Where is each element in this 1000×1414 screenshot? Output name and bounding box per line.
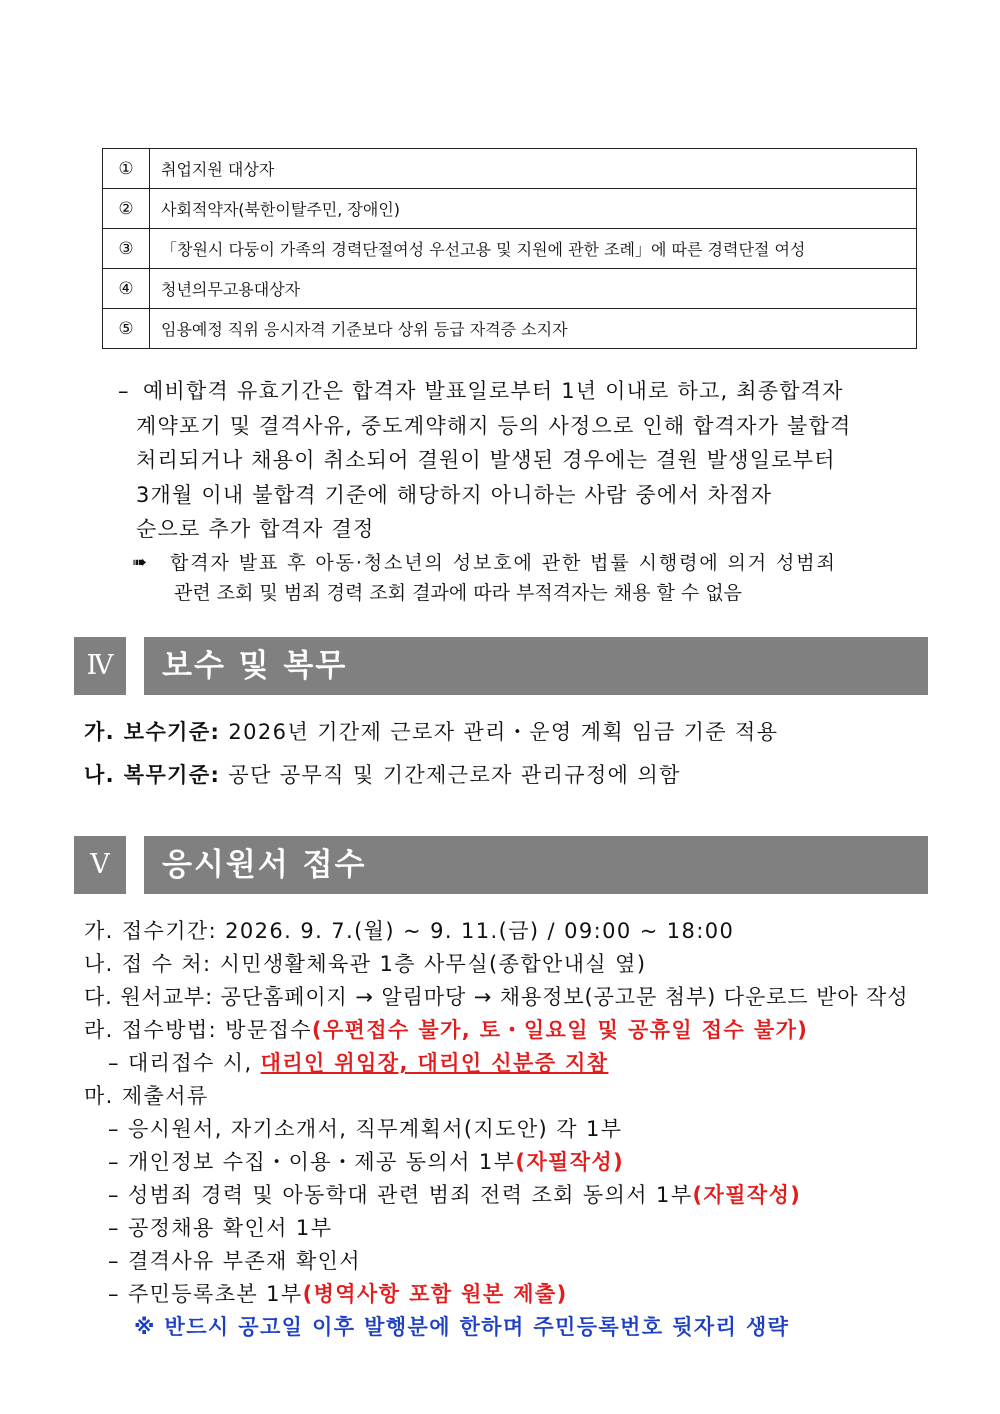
proxy-label: – 대리접수 시, (108, 1051, 261, 1075)
section-number: Ⅳ (74, 637, 126, 695)
application-method (84, 1014, 808, 1044)
item-text: 공단 공무직 및 기간제근로자 관리규정에 의함 (220, 763, 681, 787)
arrow-icon: ➠ (132, 552, 148, 573)
proxy-note: 대리인 위임장, 대리인 신분증 지참 (260, 1051, 609, 1075)
pay-standard (84, 716, 778, 746)
document-item (108, 1113, 622, 1143)
row-number: ④ (103, 269, 150, 309)
service-standard (84, 759, 681, 789)
table-row (103, 149, 917, 189)
row-number: ⑤ (103, 309, 150, 349)
row-text: 사회적약자(북한이탈주민, 장애인) (150, 189, 917, 229)
crime-check-note (132, 548, 932, 608)
row-text: 청년의무고용대상자 (150, 269, 917, 309)
row-text: 취업지원 대상자 (150, 149, 917, 189)
document-text: – 개인정보 수집・이용・제공 동의서 1부 (108, 1150, 516, 1174)
document-item (108, 1146, 624, 1176)
reserve-paragraph (118, 374, 918, 547)
section-number: Ⅴ (74, 836, 126, 894)
item-label: 나. 복무기준: (84, 763, 221, 787)
document-text: – 주민등록초본 1부 (108, 1282, 303, 1306)
document-note: (병역사항 포함 원본 제출) (302, 1282, 568, 1306)
proxy-application (108, 1047, 608, 1077)
document-note: (자필작성) (692, 1183, 802, 1207)
document-text: – 결격사유 부존재 확인서 (108, 1249, 361, 1273)
document-text: – 성범죄 경력 및 아동학대 관련 범죄 전력 조회 동의서 1부 (108, 1183, 693, 1207)
paragraph-line: 처리되거나 채용이 취소되어 결원이 발생된 경우에는 결원 발생일로부터 (136, 448, 836, 472)
dash-bullet: – (118, 379, 130, 403)
table-row (103, 269, 917, 309)
paragraph-line: 순으로 추가 합격자 결정 (136, 517, 375, 541)
row-text: 임용예정 직위 응시자격 기준보다 상위 등급 자격증 소지자 (150, 309, 917, 349)
document-item (108, 1212, 332, 1242)
paragraph-line: 3개월 이내 불합격 기준에 해당하지 아니하는 사람 중에서 차점자 (136, 482, 773, 507)
note-line: 합격자 발표 후 아동·청소년의 성보호에 관한 법률 시행령에 의거 성범죄 (170, 552, 837, 574)
paragraph-line: 예비합격 유효기간은 합격자 발표일로부터 1년 이내로 하고, 최종합격자 (143, 379, 844, 403)
method-label: 라. 접수방법: 방문접수 (84, 1018, 312, 1042)
row-number: ③ (103, 229, 150, 269)
row-text: 「창원시 다둥이 가족의 경력단절여성 우선고용 및 지원에 관한 조례」에 따른 경력단절 여성 (150, 229, 917, 269)
document-text: – 공정채용 확인서 1부 (108, 1216, 333, 1240)
paragraph-line: 계약포기 및 결격사유, 중도계약해지 등의 사정으로 인해 합격자가 불합격 (136, 413, 852, 438)
method-note: (우편접수 불가, 토・일요일 및 공휴일 접수 불가) (311, 1018, 809, 1042)
item-label: 가. 보수기준: (84, 720, 221, 744)
row-number: ① (103, 149, 150, 189)
section-title: 응시원서 접수 (144, 836, 928, 894)
document-item (108, 1179, 801, 1209)
form-distribution: 다. 원서교부: 공단홈페이지 → 알림마당 → 채용정보(공고문 첨부) 다운로드 받아 작성 (84, 985, 909, 1009)
document-item (108, 1278, 568, 1308)
note-line: 관련 조회 및 범죄 경력 조회 결과에 따라 부적격자는 채용 할 수 없음 (174, 582, 743, 604)
table-row (103, 189, 917, 229)
item-text: 2026년 기간제 근로자 관리・운영 계획 임금 기준 적용 (220, 720, 779, 744)
documents-title: 마. 제출서류 (84, 1084, 209, 1108)
section-title: 보수 및 복무 (144, 637, 928, 695)
document-item (108, 1245, 361, 1275)
application-period: 가. 접수기간: 2026. 9. 7.(월) ~ 9. 11.(금) / 09:00 ~ 18:00 (84, 919, 735, 943)
application-place: 나. 접 수 처: 시민생활체육관 1층 사무실(종합안내실 옆) (84, 952, 647, 976)
document-text: – 응시원서, 자기소개서, 직무계획서(지도안) 각 1부 (108, 1117, 623, 1141)
document-note: (자필작성) (515, 1150, 625, 1174)
row-number: ② (103, 189, 150, 229)
priority-table (102, 148, 917, 349)
final-note: ※ 반드시 공고일 이후 발행분에 한하며 주민등록번호 뒷자리 생략 (134, 1315, 790, 1339)
table-row (103, 229, 917, 269)
table-row (103, 309, 917, 349)
